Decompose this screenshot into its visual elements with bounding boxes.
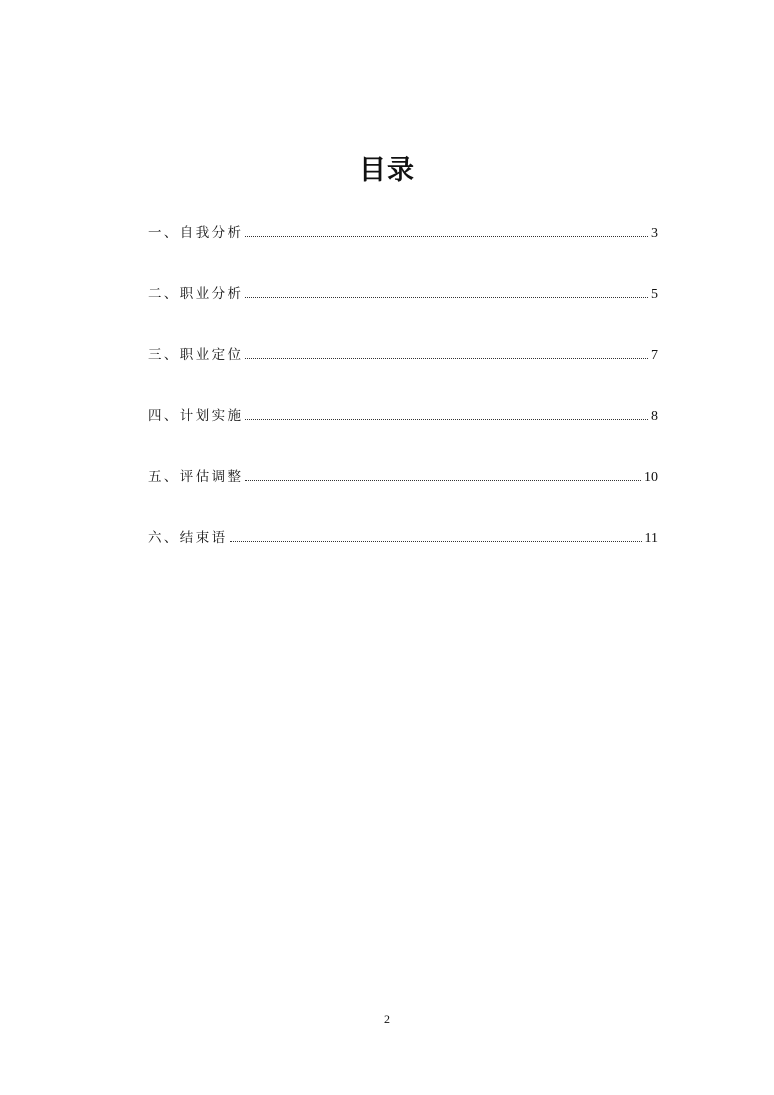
dot-leader bbox=[245, 479, 641, 481]
toc-entry-label: 六、结束语 bbox=[148, 530, 228, 546]
toc-entry-conclusion bbox=[148, 526, 658, 550]
toc-entry-page-number: 5 bbox=[651, 287, 658, 302]
toc-entry-page-number: 3 bbox=[651, 226, 658, 241]
toc-entry-page-number: 8 bbox=[651, 409, 658, 424]
table-of-contents bbox=[148, 221, 658, 587]
toc-entry-page-number: 7 bbox=[651, 348, 658, 363]
toc-entry-label: 一、自我分析 bbox=[148, 225, 244, 241]
toc-entry-label: 五、评估调整 bbox=[148, 469, 244, 485]
toc-entry-page-number: 11 bbox=[644, 531, 658, 546]
toc-entry-label: 三、职业定位 bbox=[148, 347, 244, 363]
toc-entry-self-analysis bbox=[148, 221, 658, 245]
toc-entry-page-number: 10 bbox=[644, 470, 658, 485]
dot-leader bbox=[245, 418, 648, 420]
dot-leader bbox=[245, 235, 648, 237]
dot-leader bbox=[245, 296, 648, 298]
toc-entry-career-analysis bbox=[148, 282, 658, 306]
toc-entry-label: 二、职业分析 bbox=[148, 286, 244, 302]
toc-entry-plan-implementation bbox=[148, 404, 658, 428]
toc-entry-evaluation-adjustment bbox=[148, 465, 658, 489]
toc-entry-career-positioning bbox=[148, 343, 658, 367]
footer-page-number: 2 bbox=[384, 1012, 390, 1026]
dot-leader bbox=[230, 540, 642, 542]
toc-entry-label: 四、计划实施 bbox=[148, 408, 244, 424]
dot-leader bbox=[245, 357, 648, 359]
page-title: 目录 bbox=[359, 155, 415, 186]
